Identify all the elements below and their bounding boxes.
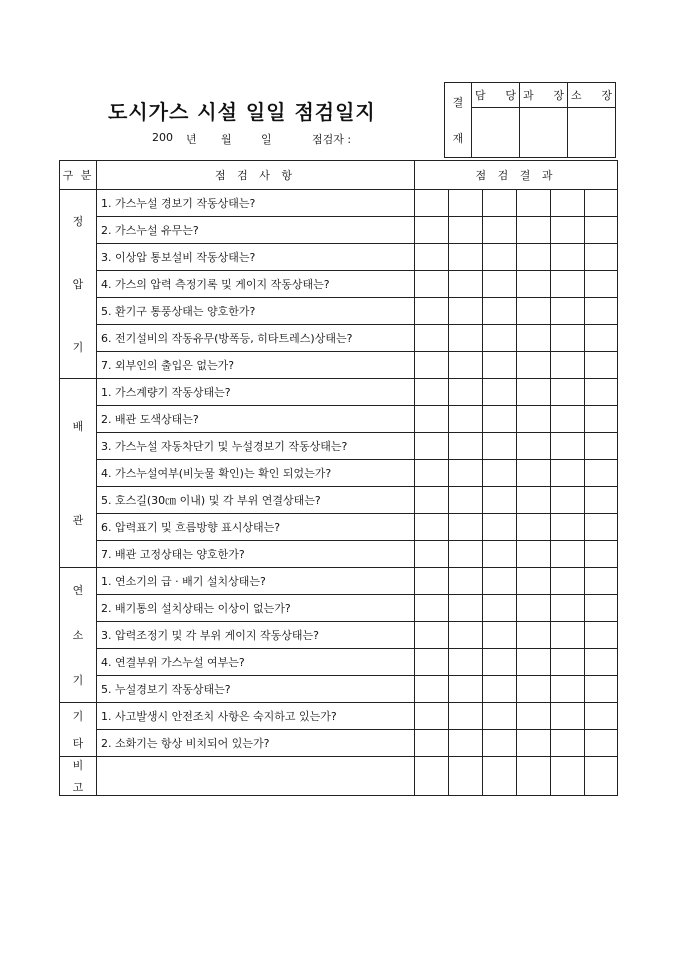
result-cell[interactable] [449, 730, 483, 757]
result-cell[interactable] [551, 325, 585, 352]
header-results: 점 검 결 과 [415, 161, 618, 190]
table-row [60, 433, 618, 460]
section-label [60, 190, 97, 379]
table-row [60, 649, 618, 676]
result-cell[interactable] [551, 676, 585, 703]
result-cell[interactable] [449, 217, 483, 244]
result-cell[interactable] [585, 541, 618, 568]
table-row [60, 676, 618, 703]
checklist-item: 6. 전기설비의 작동유무(방폭등, 히타트레스)상태는? [97, 325, 415, 352]
result-cell[interactable] [517, 271, 551, 298]
result-cell[interactable] [415, 271, 449, 298]
table-row [60, 730, 618, 757]
remarks-char: 고 [72, 781, 84, 794]
result-cell[interactable] [517, 460, 551, 487]
result-cell[interactable] [483, 433, 517, 460]
result-cell[interactable] [585, 190, 618, 217]
result-cell[interactable] [551, 649, 585, 676]
header-section: 구 분 [60, 161, 97, 190]
checklist-item: 4. 가스누설여부(비눗물 확인)는 확인 되었는가? [97, 460, 415, 487]
section-label [60, 703, 97, 757]
year-label: 년 [186, 133, 197, 146]
table-row [60, 514, 618, 541]
result-cell[interactable] [551, 514, 585, 541]
result-cell[interactable] [449, 649, 483, 676]
result-cell[interactable] [415, 514, 449, 541]
result-cell[interactable] [415, 379, 449, 406]
section-char: 기 [72, 710, 84, 724]
result-cell[interactable] [483, 352, 517, 379]
checklist-item: 2. 배관 도색상태는? [97, 406, 415, 433]
result-cell[interactable] [483, 622, 517, 649]
result-cell[interactable] [483, 568, 517, 595]
result-cell[interactable] [551, 730, 585, 757]
result-cell[interactable] [483, 271, 517, 298]
remarks-field[interactable] [97, 757, 415, 796]
result-cell[interactable] [483, 541, 517, 568]
result-cell[interactable] [585, 568, 618, 595]
remarks-result-cell[interactable] [517, 757, 551, 796]
section-char: 연 [72, 584, 84, 598]
result-cell[interactable] [517, 514, 551, 541]
table-row [60, 244, 618, 271]
result-cell[interactable] [483, 703, 517, 730]
result-cell[interactable] [585, 406, 618, 433]
result-cell[interactable] [415, 325, 449, 352]
checklist-item: 5. 누설경보기 작동상태는? [97, 676, 415, 703]
document-title: 도시가스 시설 일일 점검일지 [108, 100, 376, 124]
result-cell[interactable] [483, 676, 517, 703]
checklist-item: 7. 배관 고정상태는 양호한가? [97, 541, 415, 568]
result-cell[interactable] [483, 190, 517, 217]
result-cell[interactable] [415, 190, 449, 217]
result-cell[interactable] [415, 622, 449, 649]
checklist-item: 4. 연결부위 가스누설 여부는? [97, 649, 415, 676]
result-cell[interactable] [585, 244, 618, 271]
remarks-result-cell[interactable] [449, 757, 483, 796]
checklist-item: 2. 소화기는 항상 비치되어 있는가? [97, 730, 415, 757]
result-cell[interactable] [585, 676, 618, 703]
result-cell[interactable] [551, 568, 585, 595]
checklist-item: 4. 가스의 압력 측정기록 및 게이지 작동상태는? [97, 271, 415, 298]
table-row [60, 325, 618, 352]
remarks-result-cell[interactable] [483, 757, 517, 796]
signature-box-staff[interactable] [472, 108, 520, 158]
table-row [60, 298, 618, 325]
remarks-label [60, 757, 97, 796]
result-cell[interactable] [517, 190, 551, 217]
result-cell[interactable] [585, 514, 618, 541]
signature-box-manager[interactable] [520, 108, 568, 158]
result-cell[interactable] [415, 595, 449, 622]
result-cell[interactable] [517, 352, 551, 379]
result-cell[interactable] [551, 406, 585, 433]
section-label [60, 568, 97, 703]
section-char: 배 [72, 420, 84, 433]
table-row [60, 595, 618, 622]
section-label [60, 379, 97, 568]
checklist-item: 6. 압력표기 및 흐름방향 표시상태는? [97, 514, 415, 541]
result-cell[interactable] [551, 703, 585, 730]
result-cell[interactable] [449, 406, 483, 433]
table-row [60, 541, 618, 568]
result-cell[interactable] [517, 487, 551, 514]
result-cell[interactable] [449, 433, 483, 460]
table-row [60, 568, 618, 595]
result-cell[interactable] [551, 433, 585, 460]
inspector-label: 점검자 : [312, 133, 352, 146]
table-row [60, 352, 618, 379]
result-cell[interactable] [483, 298, 517, 325]
result-cell[interactable] [449, 271, 483, 298]
result-cell[interactable] [449, 703, 483, 730]
checklist-item: 3. 가스누설 자동차단기 및 누설경보기 작동상태는? [97, 433, 415, 460]
result-cell[interactable] [585, 433, 618, 460]
result-cell[interactable] [585, 487, 618, 514]
result-cell[interactable] [483, 325, 517, 352]
table-row [60, 379, 618, 406]
result-cell[interactable] [449, 595, 483, 622]
result-cell[interactable] [551, 217, 585, 244]
section-char: 기 [72, 673, 84, 687]
result-cell[interactable] [415, 298, 449, 325]
result-cell[interactable] [585, 649, 618, 676]
checklist-item: 5. 호스길(30㎝ 이내) 및 각 부위 연결상태는? [97, 487, 415, 514]
result-cell[interactable] [483, 379, 517, 406]
table-row [60, 406, 618, 433]
result-cell[interactable] [415, 406, 449, 433]
result-cell[interactable] [449, 244, 483, 271]
result-cell[interactable] [585, 622, 618, 649]
result-cell[interactable] [449, 676, 483, 703]
result-cell[interactable] [517, 379, 551, 406]
checklist-item: 1. 연소기의 급 · 배기 설치상태는? [97, 568, 415, 595]
approval-box [444, 82, 616, 158]
result-cell[interactable] [585, 460, 618, 487]
checklist-item: 1. 사고발생시 안전조치 사항은 숙지하고 있는가? [97, 703, 415, 730]
result-cell[interactable] [517, 541, 551, 568]
day-label: 일 [261, 133, 272, 146]
result-cell[interactable] [483, 595, 517, 622]
result-cell[interactable] [551, 298, 585, 325]
result-cell[interactable] [483, 514, 517, 541]
result-cell[interactable] [517, 703, 551, 730]
result-cell[interactable] [551, 352, 585, 379]
result-cell[interactable] [449, 379, 483, 406]
result-cell[interactable] [415, 487, 449, 514]
result-cell[interactable] [415, 568, 449, 595]
result-cell[interactable] [585, 325, 618, 352]
result-cell[interactable] [585, 271, 618, 298]
table-row [60, 460, 618, 487]
table-row [60, 622, 618, 649]
approval-role-director: 소 장 [568, 83, 616, 108]
result-cell[interactable] [449, 460, 483, 487]
checklist-item: 1. 가스누설 경보기 작동상태는? [97, 190, 415, 217]
section-char: 정 [72, 215, 84, 229]
result-cell[interactable] [585, 298, 618, 325]
result-cell[interactable] [517, 325, 551, 352]
result-cell[interactable] [415, 217, 449, 244]
result-cell[interactable] [449, 352, 483, 379]
result-cell[interactable] [517, 649, 551, 676]
approval-role-staff: 담 당 [472, 83, 520, 108]
result-cell[interactable] [517, 298, 551, 325]
result-cell[interactable] [449, 622, 483, 649]
result-cell[interactable] [551, 595, 585, 622]
result-cell[interactable] [415, 649, 449, 676]
checklist-item: 3. 이상압 통보설비 작동상태는? [97, 244, 415, 271]
result-cell[interactable] [517, 433, 551, 460]
result-cell[interactable] [551, 271, 585, 298]
result-cell[interactable] [449, 487, 483, 514]
result-cell[interactable] [483, 244, 517, 271]
result-cell[interactable] [449, 325, 483, 352]
result-cell[interactable] [551, 487, 585, 514]
checklist-item: 5. 환기구 통풍상태는 양호한가? [97, 298, 415, 325]
result-cell[interactable] [449, 190, 483, 217]
section-char: 기 [72, 340, 84, 354]
approval-role-manager: 과 장 [520, 83, 568, 108]
result-cell[interactable] [585, 217, 618, 244]
remarks-row [60, 757, 618, 796]
result-cell[interactable] [483, 460, 517, 487]
result-cell[interactable] [415, 244, 449, 271]
result-cell[interactable] [551, 622, 585, 649]
section-char: 압 [72, 277, 84, 291]
result-cell[interactable] [551, 190, 585, 217]
result-cell[interactable] [551, 460, 585, 487]
result-cell[interactable] [551, 379, 585, 406]
result-cell[interactable] [517, 676, 551, 703]
result-cell[interactable] [449, 541, 483, 568]
result-cell[interactable] [551, 541, 585, 568]
remarks-result-cell[interactable] [585, 757, 618, 796]
section-char: 타 [72, 736, 84, 750]
approval-label-bottom: 재 [452, 132, 464, 145]
result-cell[interactable] [415, 676, 449, 703]
result-cell[interactable] [551, 244, 585, 271]
table-row [60, 271, 618, 298]
month-label: 월 [221, 133, 232, 146]
remarks-char: 비 [72, 759, 84, 772]
header-items: 점 검 사 항 [97, 161, 415, 190]
checklist-item: 7. 외부인의 출입은 없는가? [97, 352, 415, 379]
result-cell[interactable] [449, 514, 483, 541]
checklist-item: 2. 배기통의 설치상태는 이상이 없는가? [97, 595, 415, 622]
signature-box-director[interactable] [568, 108, 616, 158]
result-cell[interactable] [585, 379, 618, 406]
result-cell[interactable] [483, 406, 517, 433]
result-cell[interactable] [517, 244, 551, 271]
table-row [60, 703, 618, 730]
inspection-table [59, 160, 618, 796]
section-char: 소 [72, 628, 84, 642]
remarks-result-cell[interactable] [415, 757, 449, 796]
checklist-item: 3. 압력조정기 및 각 부위 게이지 작동상태는? [97, 622, 415, 649]
result-cell[interactable] [517, 568, 551, 595]
result-cell[interactable] [415, 460, 449, 487]
result-cell[interactable] [449, 568, 483, 595]
result-cell[interactable] [517, 622, 551, 649]
result-cell[interactable] [585, 595, 618, 622]
section-char: 관 [72, 514, 84, 527]
table-row [60, 217, 618, 244]
result-cell[interactable] [517, 217, 551, 244]
result-cell[interactable] [483, 217, 517, 244]
result-cell[interactable] [585, 703, 618, 730]
result-cell[interactable] [517, 406, 551, 433]
table-row [60, 190, 618, 217]
approval-label-top: 결 [452, 96, 464, 109]
result-cell[interactable] [415, 541, 449, 568]
result-cell[interactable] [517, 595, 551, 622]
remarks-result-cell[interactable] [551, 757, 585, 796]
result-cell[interactable] [449, 298, 483, 325]
approval-label [445, 83, 472, 158]
result-cell[interactable] [415, 703, 449, 730]
result-cell[interactable] [415, 433, 449, 460]
result-cell[interactable] [415, 730, 449, 757]
result-cell[interactable] [483, 487, 517, 514]
result-cell[interactable] [415, 352, 449, 379]
checklist-item: 1. 가스계량기 작동상태는? [97, 379, 415, 406]
result-cell[interactable] [585, 352, 618, 379]
result-cell[interactable] [483, 730, 517, 757]
result-cell[interactable] [483, 649, 517, 676]
table-row [60, 487, 618, 514]
year-prefix: 200 [152, 131, 173, 144]
result-cell[interactable] [517, 730, 551, 757]
checklist-item: 2. 가스누설 유무는? [97, 217, 415, 244]
result-cell[interactable] [585, 730, 618, 757]
